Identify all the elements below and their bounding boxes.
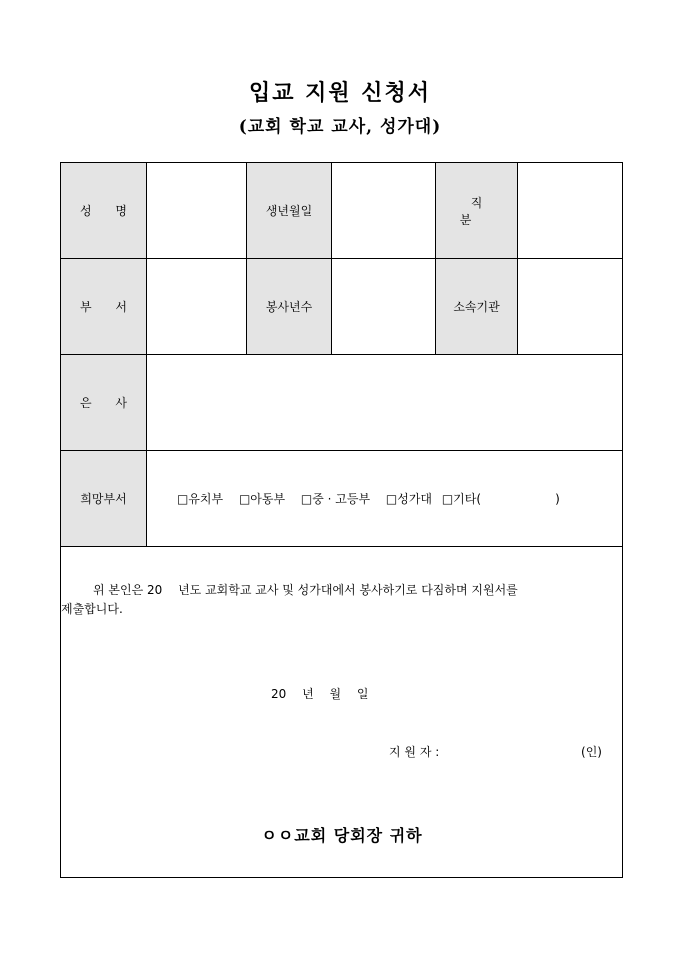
declaration-line-1: 위 본인은 20 년도 교회학교 교사 및 성가대에서 봉사하기로 다짐하며 지원서를 [93, 583, 518, 597]
grace-label: 은 사 [61, 355, 147, 451]
date-line[interactable]: 20 년 월 일 [271, 687, 369, 701]
form-row-grace [61, 355, 623, 451]
document-title: 입교 지원 신청서 [248, 80, 432, 106]
birthdate-field[interactable] [332, 163, 436, 259]
name-field[interactable] [147, 163, 247, 259]
document-subtitle: (교회 학교 교사, 성가대) [238, 117, 442, 137]
department-field[interactable] [147, 259, 247, 355]
form-row-service [61, 259, 623, 355]
option-children-checkbox[interactable]: □아동부 [238, 492, 286, 506]
declaration-section [61, 547, 623, 878]
name-label: 성 명 [61, 163, 147, 259]
department-label: 부 서 [61, 259, 147, 355]
position-field[interactable] [518, 163, 623, 259]
form-row-desired-department [61, 451, 623, 547]
option-other-checkbox[interactable]: □기타( [441, 492, 482, 506]
service-years-label: 봉사년수 [247, 259, 332, 355]
declaration-line-2: 제출합니다. [61, 602, 123, 616]
affiliation-field[interactable] [518, 259, 623, 355]
desired-department-options [147, 451, 623, 547]
form-row-declaration [61, 547, 623, 878]
applicant-label: 지 원 자 : [389, 745, 440, 759]
addressee: ㅇㅇ교회 당회장 귀하 [261, 826, 423, 845]
option-choir-checkbox[interactable]: □성가대 [385, 492, 433, 506]
seal-label: (인) [581, 745, 602, 759]
service-years-field[interactable] [332, 259, 436, 355]
affiliation-label: 소속기관 [436, 259, 518, 355]
position-label: 직 분 [436, 163, 518, 259]
declaration-text [61, 581, 581, 619]
birthdate-label: 생년월일 [247, 163, 332, 259]
desired-department-label: 희망부서 [61, 451, 147, 547]
application-form-table [60, 162, 623, 878]
form-row-personal [61, 163, 623, 259]
option-middle-high-checkbox[interactable]: □중 · 고등부 [300, 492, 371, 506]
option-kindergarten-checkbox[interactable]: □유치부 [177, 492, 224, 506]
option-other-close: ) [555, 492, 560, 506]
grace-field[interactable] [147, 355, 623, 451]
